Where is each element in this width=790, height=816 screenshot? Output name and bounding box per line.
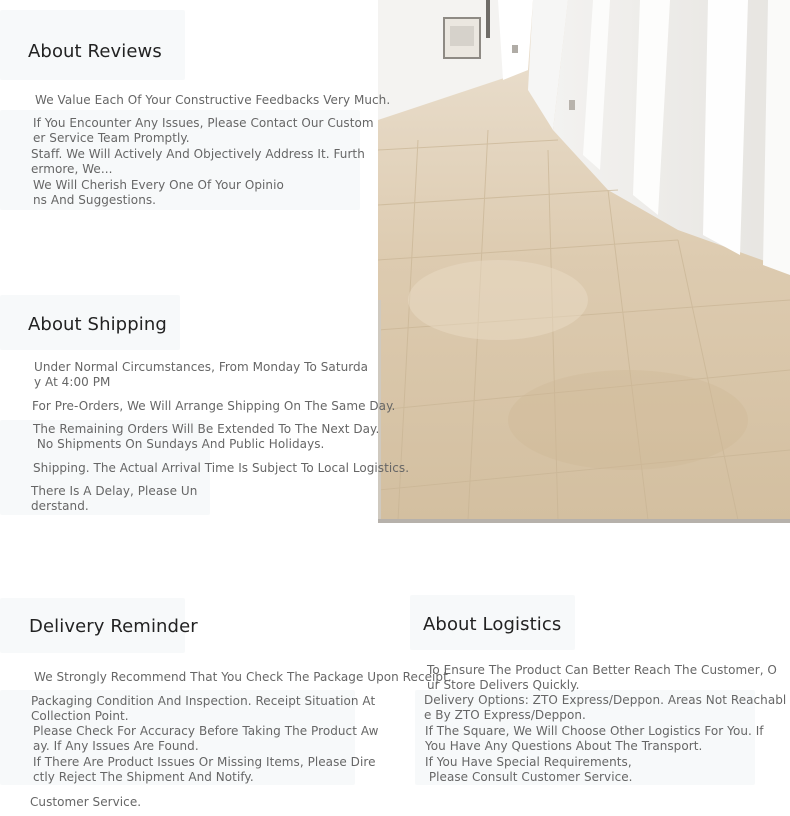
reviews-line-3: Staff. We Will Actively And Objectively Address It. Furth ermore, We... bbox=[31, 147, 365, 176]
shipping-line-1: Under Normal Circumstances, From Monday To Saturda y At 4:00 PM bbox=[34, 360, 369, 389]
shipping-line-2: For Pre-Orders, We Will Arrange Shipping On The Same Day. bbox=[32, 399, 396, 413]
delivery-line-4: If There Are Product Issues Or Missing Items, Please Dire ctly Reject The Shipment And Notify. bbox=[33, 755, 376, 784]
delivery-line-3: Please Check For Accuracy Before Taking The Product Aw ay. If Any Issues Are Found. bbox=[33, 724, 379, 753]
delivery-line-1: We Strongly Recommend That You Check The Package Upon Receipt. bbox=[34, 670, 452, 684]
shipping-title: About Shipping bbox=[28, 314, 167, 335]
delivery-title: Delivery Reminder bbox=[29, 616, 198, 637]
logistics-line-3: If The Square, We Will Choose Other Logistics For You. If You Have Any Questions About The Transport. bbox=[425, 724, 764, 753]
logistics-line-2: Delivery Options: ZTO Express/Deppon. Areas Not Reachabl e By ZTO Express/Deppon. bbox=[424, 693, 787, 722]
reviews-line-1: We Value Each Of Your Constructive Feedbacks Very Much. bbox=[35, 93, 391, 107]
shipping-line-5: There Is A Delay, Please Un derstand. bbox=[31, 484, 198, 513]
delivery-line-5: Customer Service. bbox=[30, 795, 142, 809]
logistics-title: About Logistics bbox=[423, 614, 562, 635]
corridor-photo bbox=[378, 0, 790, 520]
reviews-title: About Reviews bbox=[28, 41, 162, 62]
reviews-line-4: We Will Cherish Every One Of Your Opinio ns And Suggestions. bbox=[33, 178, 284, 207]
shipping-line-3: The Remaining Orders Will Be Extended To The Next Day. No Shipments On Sundays And Public Holidays. bbox=[33, 422, 380, 451]
photo-bottom-border bbox=[378, 519, 790, 523]
reviews-line-2: If You Encounter Any Issues, Please Contact Our Custom er Service Team Promptly. bbox=[33, 116, 374, 145]
logistics-line-4: If You Have Special Requirements, Please Consult Customer Service. bbox=[425, 755, 633, 784]
shipping-line-4: Shipping. The Actual Arrival Time Is Subject To Local Logistics. bbox=[33, 461, 410, 475]
delivery-line-2: Packaging Condition And Inspection. Receipt Situation At Collection Point. bbox=[31, 694, 376, 723]
logistics-line-1: To Ensure The Product Can Better Reach The Customer, O ur Store Delivers Quickly. bbox=[427, 663, 777, 692]
